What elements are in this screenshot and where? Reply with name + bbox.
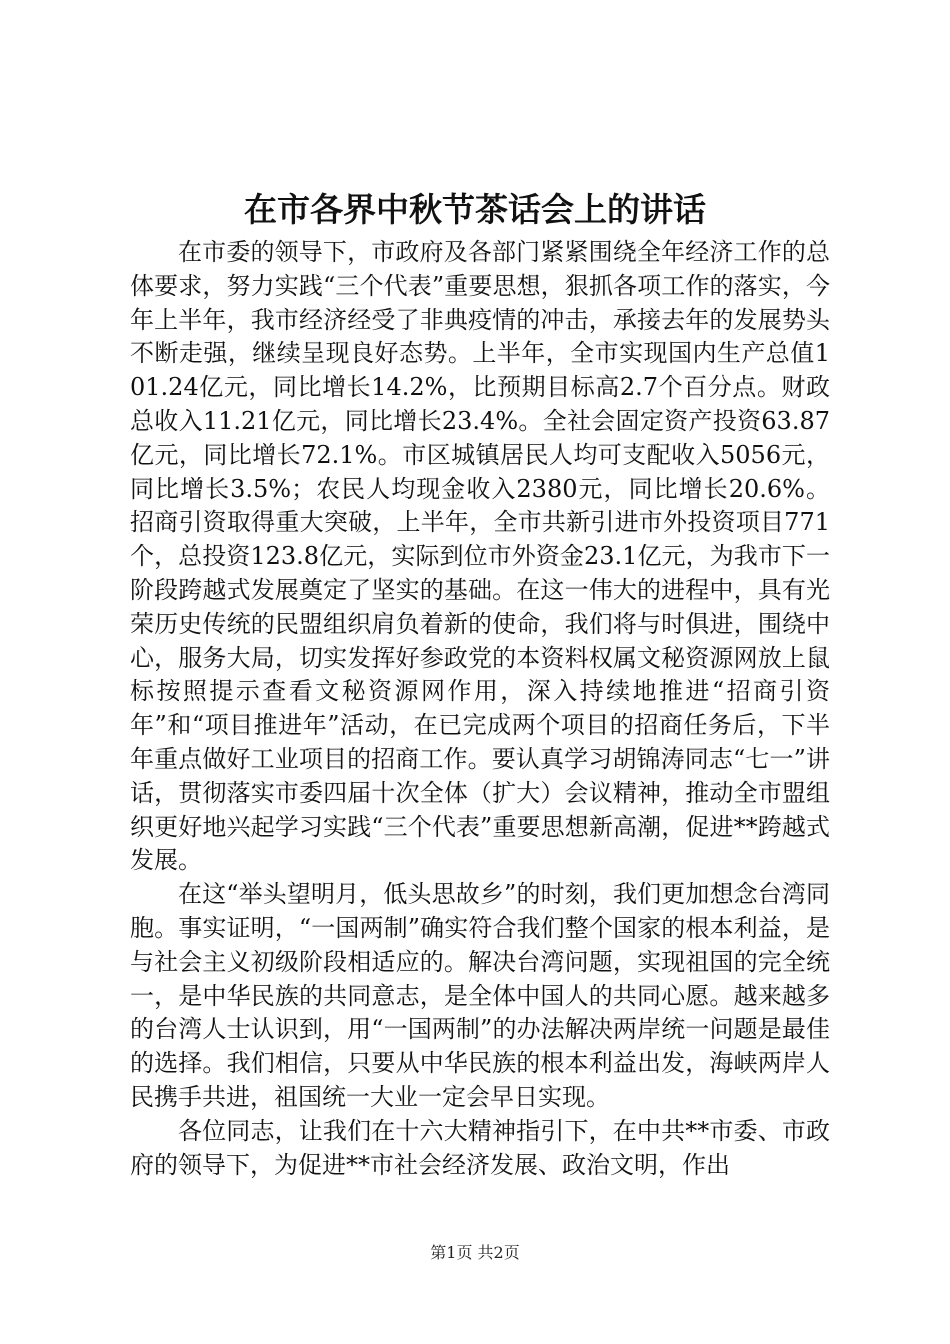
document-title: 在市各界中秋节茶话会上的讲话	[244, 190, 706, 229]
paragraph-2: 在这“举头望明月，低头思故乡”的时刻，我们更加想念台湾同胞。事实证明，“一国两制”确实符合我们整个国家的根本利益，是与社会主义初级阶段相适应的。解决台湾问题，实现祖国的完全统一，是中华民族的共同意志，是全体中国人的共同心愿。越来越多的台湾人士认识到，用“一国两制”的办法解决两岸统一问题是最佳的选择。我们相信，只要从中华民族的根本利益出发，海峡两岸人民携手共进，祖国统一大业一定会早日实现。	[130, 880, 830, 1111]
document-body	[130, 236, 830, 1182]
page-footer: 第1页 共2页	[430, 1243, 520, 1262]
paragraph-1: 在市委的领导下，市政府及各部门紧紧围绕全年经济工作的总体要求，努力实践“三个代表”重要思想，狠抓各项工作的落实，今年上半年，我市经济经受了非典疫情的冲击，承接去年的发展势头不断走强，继续呈现良好态势。上半年，全市实现国内生产总值101.24亿元，同比增长14.2%，比预期目标高2.7个百分点。财政总收入11.21亿元，同比增长23.4%。全社会固定资产投资63.87亿元，同比增长72.1%。市区城镇居民人均可支配收入5056元，同比增长3.5%；农民人均现金收入2380元，同比增长20.6%。招商引资取得重大突破，上半年，全市共新引进市外投资项目771个，总投资123.8亿元，实际到位市外资金23.1亿元，为我市下一阶段跨越式发展奠定了坚实的基础。在这一伟大的进程中，具有光荣历史传统的民盟组织肩负着新的使命，我们将与时俱进，围绕中心，服务大局，切实发挥好参政党的本资料权属文秘资源网放上鼠标按照提示查看文秘资源网作用，深入持续地推进“招商引资年”和“项目推进年”活动，在已完成两个项目的招商任务后，下半年重点做好工业项目的招商工作。要认真学习胡锦涛同志“七一”讲话，贯彻落实市委四届十次全体（扩大）会议精神，推动全市盟组织更好地兴起学习实践“三个代表”重要思想新高潮，促进**跨越式发展。	[130, 238, 830, 875]
paragraph-3: 各位同志，让我们在十六大精神指引下，在中共**市委、市政府的领导下，为促进**市社会经济发展、政治文明，作出	[130, 1116, 830, 1179]
